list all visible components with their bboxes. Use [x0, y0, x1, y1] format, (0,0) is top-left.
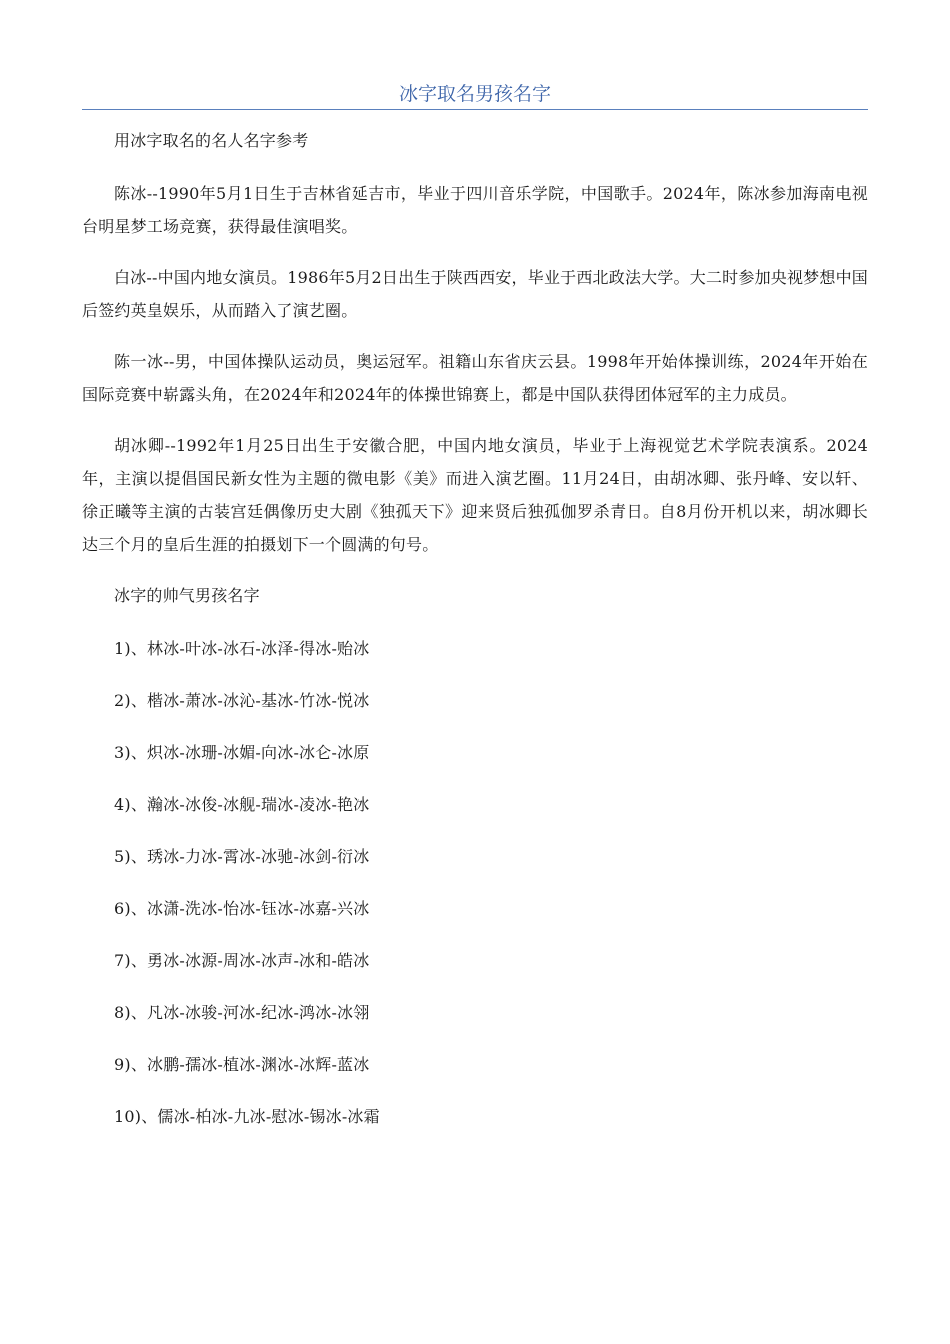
- paragraph-bai-bing: 白冰--中国内地女演员。1986年5月2日出生于陕西西安，毕业于西北政法大学。大二时参加央视梦想中国后签约英皇娱乐，从而踏入了演艺圈。: [82, 268, 868, 320]
- page-title: 冰字取名男孩名字: [398, 83, 551, 105]
- title-underline: [82, 109, 868, 110]
- list-item: 9)、冰鹏-孺冰-植冰-渊冰-冰辉-蓝冰: [114, 1055, 370, 1074]
- name-list: [82, 632, 868, 1133]
- paragraph-chen-bing: 陈冰--1990年5月1日生于吉林省延吉市，毕业于四川音乐学院，中国歌手。2024年，陈冰参加海南电视台明星梦工场竞赛，获得最佳演唱奖。: [82, 184, 868, 236]
- list-item: 10)、儒冰-柏冰-九冰-慰冰-锡冰-冰霜: [114, 1107, 380, 1126]
- list-item: 5)、琇冰-力冰-霄冰-冰驰-冰剑-衍冰: [114, 847, 370, 866]
- list-item: 7)、勇冰-冰源-周冰-冰声-冰和-皓冰: [114, 951, 370, 970]
- document-body: [82, 124, 868, 1152]
- paragraph-chen-yibing: 陈一冰--男，中国体操队运动员，奥运冠军。祖籍山东省庆云县。1998年开始体操训练，2024年开始在国际竞赛中崭露头角，在2024年和2024年的体操世锦赛上，都是中国队获得团体冠军的主力成员。: [82, 352, 868, 404]
- list-item: 6)、冰潇-洗冰-怡冰-钰冰-冰嘉-兴冰: [114, 899, 370, 918]
- section-heading-names: 冰字的帅气男孩名字: [114, 586, 260, 605]
- section-heading-celebrities: 用冰字取名的名人名字参考: [114, 131, 309, 150]
- list-item: 1)、林冰-叶冰-冰石-冰泽-得冰-贻冰: [114, 639, 370, 658]
- list-item: 4)、瀚冰-冰俊-冰舰-瑞冰-凌冰-艳冰: [114, 795, 370, 814]
- list-item: 8)、凡冰-冰骏-河冰-纪冰-鸿冰-冰翎: [114, 1003, 370, 1022]
- list-item: 3)、炽冰-冰珊-冰媚-向冰-冰仑-冰原: [114, 743, 370, 762]
- list-item: 2)、楷冰-萧冰-冰沁-基冰-竹冰-悦冰: [114, 691, 370, 710]
- paragraph-hu-bingqing: 胡冰卿--1992年1月25日出生于安徽合肥，中国内地女演员，毕业于上海视觉艺术学院表演系。2024年，主演以提倡国民新女性为主题的微电影《美》而进入演艺圈。11月24日，由胡冰卿、张丹峰、安以轩、徐正曦等主演的古装宫廷偶像历史大剧《独孤天下》迎来贤后独孤伽罗杀青日。自8月份开机以来，胡冰卿长达三个月的皇后生涯的拍摄划下一个圆满的句号。: [82, 436, 868, 554]
